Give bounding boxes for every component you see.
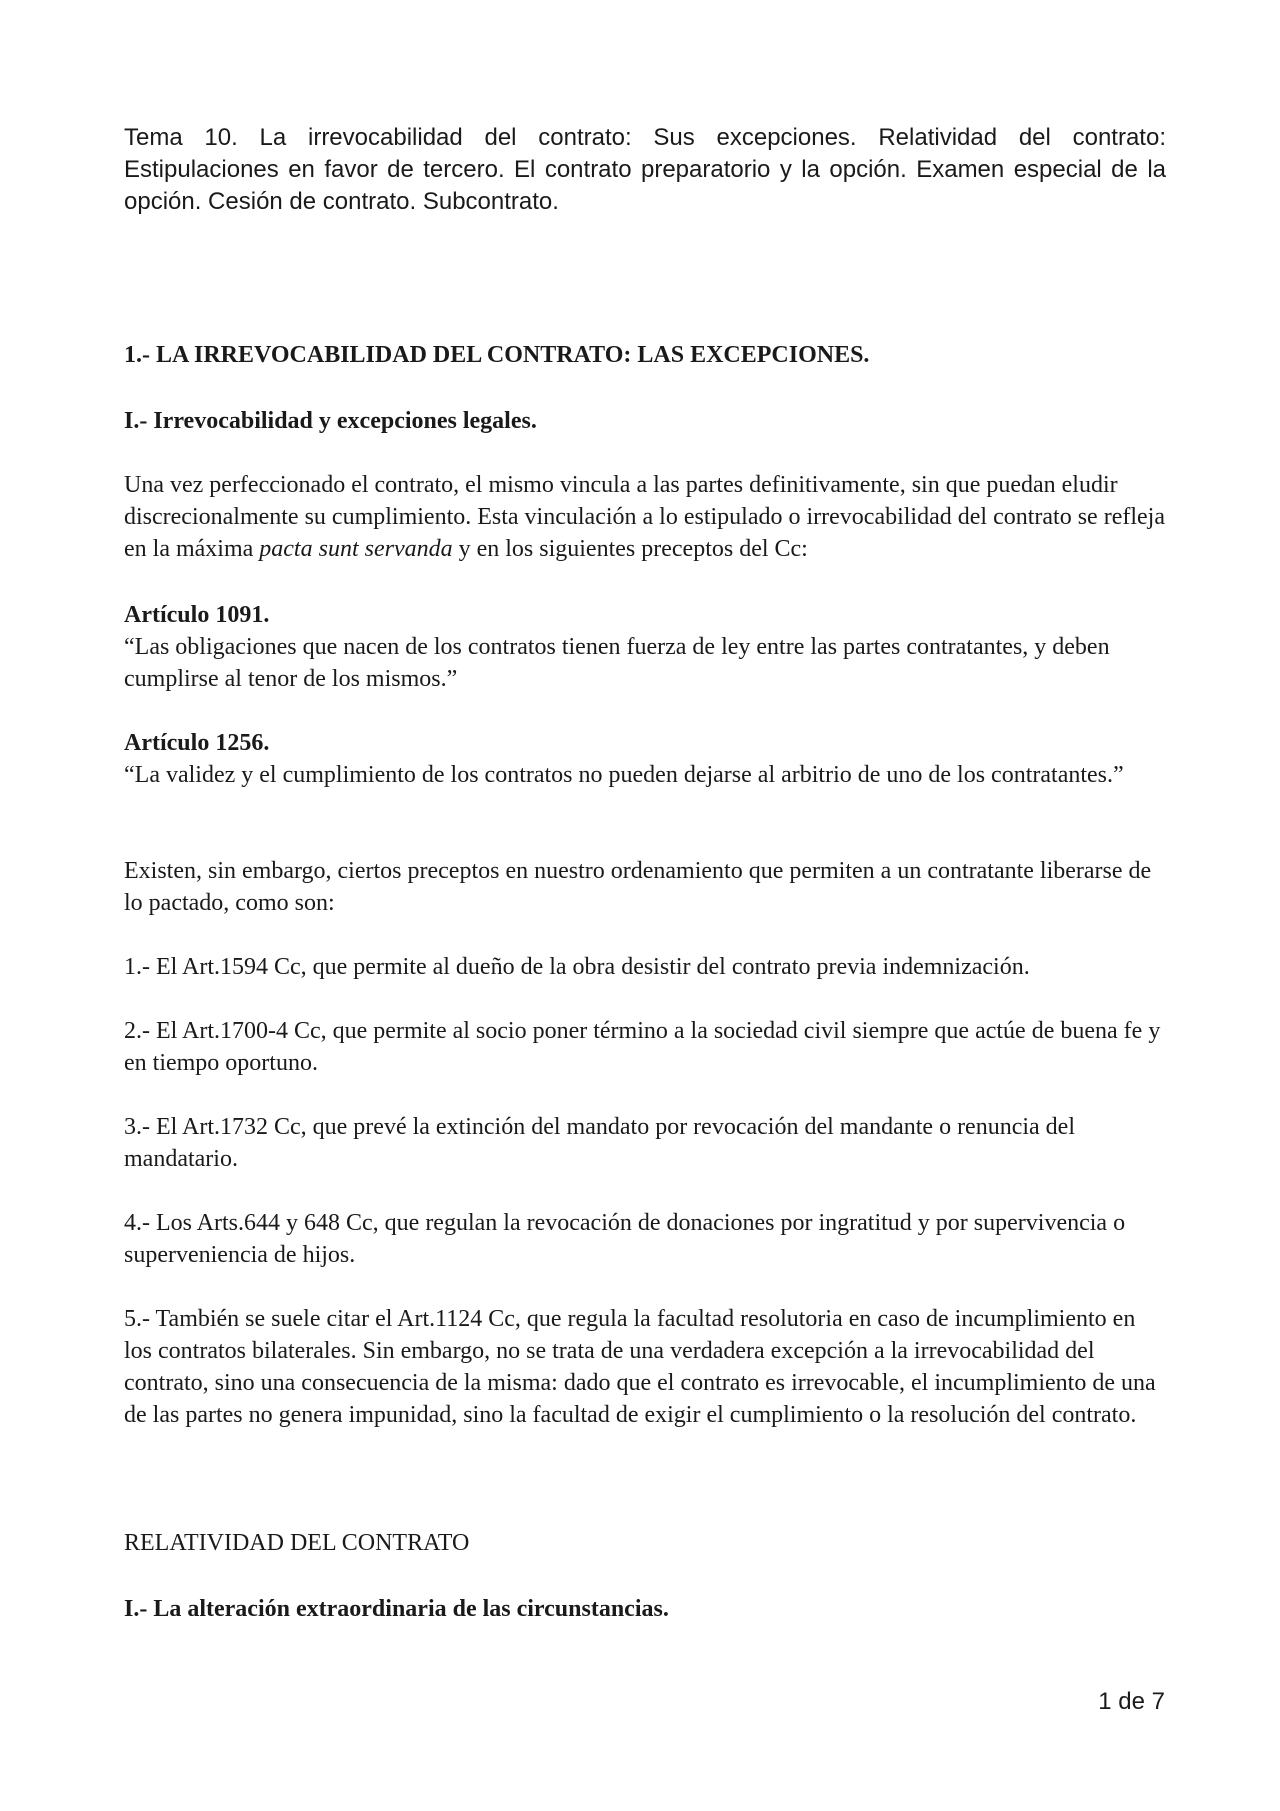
intro-paragraph <box>124 469 1166 565</box>
latin-maxim: pacta sunt servanda <box>259 536 453 562</box>
subsection-title: I.- Irrevocabilidad y excepciones legales. <box>124 408 537 434</box>
topic-header: Tema 10. La irrevocabilidad del contrato: Sus excepciones. Relatividad del contrato: Estipulaciones en favor de tercero. El contrato preparatorio y la opción. Examen especial de la opción. Cesión de contrato. Subcontrato. <box>124 124 1166 215</box>
section-2-title: RELATIVIDAD DEL CONTRATO <box>124 1530 470 1556</box>
article-1256-heading: Artículo 1256. <box>124 730 270 756</box>
exception-item: 4.- Los Arts.644 y 648 Cc, que regulan la revocación de donaciones por ingratitud y por supervivencia o superveniencia de hijos. <box>124 1210 1126 1268</box>
section-title: 1.- LA IRREVOCABILIDAD DEL CONTRATO: LAS EXCEPCIONES. <box>124 342 870 368</box>
exceptions-intro-paragraph: Existen, sin embargo, ciertos preceptos en nuestro ordenamiento que permiten a un contratante liberarse de lo pactado, como son: <box>124 858 1152 916</box>
exception-item: 5.- También se suele citar el Art.1124 Cc, que regula la facultad resolutoria en caso de incumplimiento en los contratos bilaterales. Sin embargo, no se trata de una verdadera excepción a la irrevocabilidad del contrato, sino una consecuencia de la misma: dado que el contrato es irrevocable, el incumplimiento de una de las partes no genera impunidad, sino la facultad de exigir el cumplimiento o la resolución del contrato. <box>124 1306 1156 1428</box>
exception-item: 2.- El Art.1700-4 Cc, que permite al socio poner término a la sociedad civil siempre que actúe de buena fe y en tiempo oportuno. <box>124 1018 1161 1076</box>
article-1256-quote: “La validez y el cumplimiento de los contratos no pueden dejarse al arbitrio de uno de los contratantes.” <box>124 762 1124 788</box>
section-2-subtitle: I.- La alteración extraordinaria de las circunstancias. <box>124 1596 669 1622</box>
intro-text-start: Una vez perfeccionado el contrato, el mismo vincula a las partes definitivamente, sin que puedan eludir discrecionalmente su cumplimiento. Esta vinculación a lo estipulado o irrevocabilidad del contrato se refleja en la máxima <box>124 472 1165 562</box>
exception-item: 1.- El Art.1594 Cc, que permite al dueño de la obra desistir del contrato previa indemnización. <box>124 954 1030 980</box>
article-1091-heading: Artículo 1091. <box>124 602 270 628</box>
exception-item: 3.- El Art.1732 Cc, que prevé la extinción del mandato por revocación del mandante o renuncia del mandatario. <box>124 1114 1075 1172</box>
intro-text-end: y en los siguientes preceptos del Cc: <box>452 536 808 562</box>
article-1091-quote: “Las obligaciones que nacen de los contratos tienen fuerza de ley entre las partes contratantes, y deben cumplirse al tenor de los mismos.” <box>124 634 1110 692</box>
page-number: 1 de 7 <box>1098 1688 1165 1715</box>
